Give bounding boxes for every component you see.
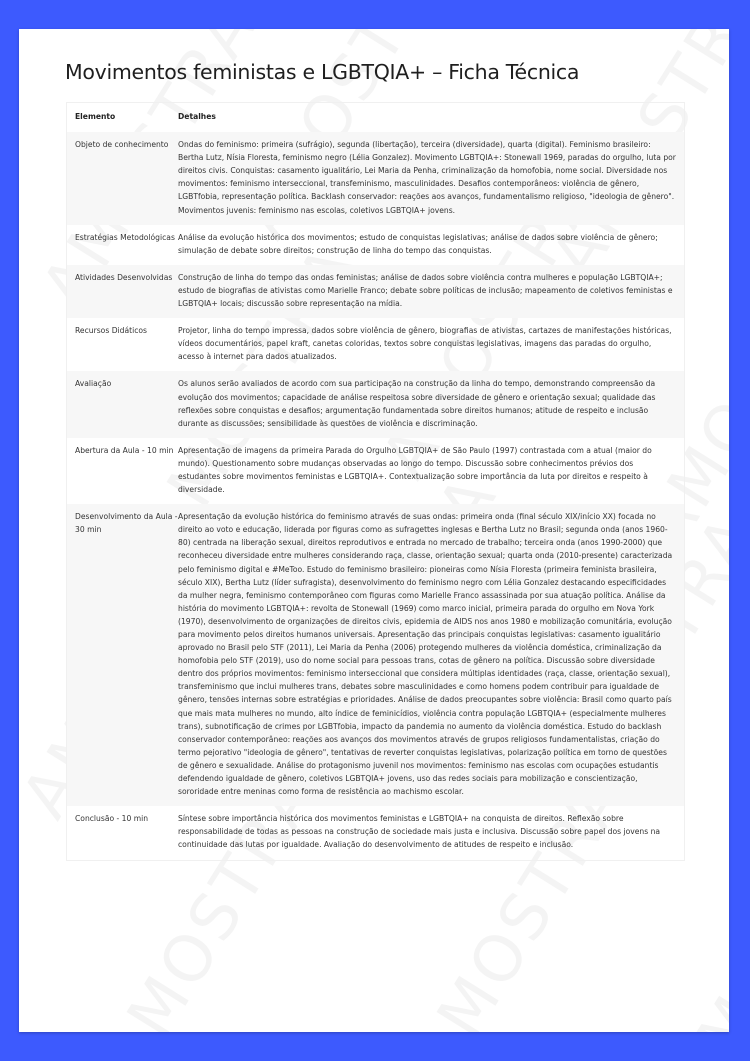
- row-details: Síntese sobre importância histórica dos movimentos feministas e LGBTQIA+ na conquista de direitos. Reflexão sobre responsabilidade de todas as pessoas na construção de sociedade mais justa e inclusiva. Discussão sobre papel dos jovens na continuidade das lutas por igualdade. Avaliação do desenvolvimento de atitudes de respeito e inclusão.: [178, 814, 661, 850]
- header-details: Detalhes: [178, 112, 216, 121]
- table-row-avaliacao: [67, 371, 684, 437]
- details-table: [66, 102, 685, 861]
- row-details: Apresentação da evolução histórica do feminismo através de suas ondas: primeira onda (final século XIX/início XX) focada no direito ao voto e educação, liderada por figuras como as sufragettes inglesas e Bertha Lutz no Brasil; segunda onda (anos 1960-80) centrada na liberação sexual, direitos reprodutivos e entrada no mercado de trabalho; terceira onda (anos 1990-2000) que reconheceu diversidade entre mulheres considerando raça, classe, orientação sexual; quarta onda (2010-presente) caracterizada pelo feminismo digital e #MeToo. Estudo do feminismo brasileiro: pioneiras como Nísia Floresta (primeira feminista brasileira, século XIX), Bertha Lutz (líder sufragista), desenvolvimento do feminismo negro com Lélia Gonzalez destacando especificidades da mulher negra, feminismo contemporâneo com figuras como Marielle Franco assassinada por sua atuação política. Análise da história do movimento LGBTQIA+: revolta de Stonewall (1969) como marco inicial, primeira parada do orgulho em Nova York (1970), desenvolvimento de organizações de direitos civis, epidemia de AIDS nos anos 1980 e mobilização comunitária, evolução para movimento pelos direitos humanos universais. Apresentação das principais conquistas legislativas: casamento igualitário aprovado no Brasil pelo STF (2011), Lei Maria da Penha (2006) protegendo mulheres da violência doméstica, criminalização da homofobia pelo STF (2019), uso do nome social para pessoas trans, cotas de gênero na política. Discussão sobre diversidade dentro dos próprios movimentos: feminismo interseccional que considera múltiplas identidades (raça, classe, orientação sexual), transfeminismo que inclui mulheres trans, debates sobre masculinidades e como homens podem contribuir para igualdade de gênero, tensões internas sobre estratégias e prioridades. Análise de dados preocupantes sobre violência: Brasil como quarto país que mais mata mulheres no mundo, alto índice de feminicídios, violência contra população LGBTQIA+ (especialmente mulheres trans), subnotificação de crimes por LGBTfobia, impacto da pandemia no aumento da violência doméstica. Estudo do backlash conservador contemporâneo: reações aos avanços dos movimentos através de grupos religiosos fundamentalistas, criação do termo pejorativo "ideologia de gênero", tentativas de reverter conquistas legislativas, polarização política em torno de questões de gênero e sexualidade. Análise do protagonismo juvenil nos movimentos: feminismo nas escolas com ocupações estudantis defendendo igualdade de gênero, coletivos LGBTQIA+ jovens, uso das redes sociais para mobilização e conscientização, sororidade entre meninas como forma de resistência ao machismo escolar.: [178, 512, 673, 797]
- table-row-abertura: [67, 438, 684, 504]
- row-details: Os alunos serão avaliados de acordo com sua participação na construção da linha do tempo, demonstrando compreensão da evolução dos movimentos; capacidade de análise respeitosa sobre diversidade de gênero e orientação sexual; qualidade das reflexões sobre conquistas e desafios; argumentação fundamentada sobre direitos humanos; atitude de respeito e inclusão durante as discussões; sensibilidade às questões de violência e discriminação.: [178, 379, 656, 428]
- table-row-estrategias: [67, 225, 684, 265]
- row-details: Construção de linha do tempo das ondas feministas; análise de dados sobre violência contra mulheres e população LGBTQIA+; estudo de biografias de ativistas como Marielle Franco; debate sobre políticas de inclusão; mapeamento de coletivos feministas e LGBTQIA+ locais; discussão sobre representação na mídia.: [178, 272, 673, 309]
- row-details: Ondas do feminismo: primeira (sufrágio), segunda (libertação), terceira (diversidade), quarta (digital). Feminismo brasileiro: Bertha Lutz, Nísia Floresta, feminismo negro (Lélia Gonzalez). Movimento LGBTQIA+: Stonewall 1969, paradas do orgulho, luta por direitos civis. Conquistas: casamento igualitário, Lei Maria da Penha, criminalização da homofobia, nome social. Diversidade nos movimentos: feminismo interseccional, transfeminismo, masculinidades. Desafios contemporâneos: violência de gênero, LGBTfobia, representação política. Backlash conservador: reações aos avanços, fundamentalismo religioso, "ideologia de gênero". Movimentos juvenis: feminismo nas escolas, coletivos LGBTQIA+ jovens.: [178, 140, 676, 215]
- row-element: Estratégias Metodológicas: [75, 232, 175, 242]
- table-row-atividades: [67, 265, 684, 318]
- table-row-desenvolvimento: [67, 504, 684, 806]
- row-details: Apresentação de imagens da primeira Parada do Orgulho LGBTQIA+ de São Paulo (1997) contrastada com a atual (maior do mundo). Questionamento sobre mudanças observadas ao longo do tempo. Discussão sobre conhecimentos prévios dos estudantes sobre movimentos feministas e LGBTQIA+. Contextualização sobre importância da luta por direitos e respeito à diversidade.: [178, 445, 652, 495]
- row-element: Recursos Didáticos: [75, 326, 147, 336]
- document-card: [19, 29, 729, 1032]
- row-element: Atividades Desenvolvidas: [75, 272, 173, 282]
- row-element: Desenvolvimento da Aula - 30 min: [75, 512, 178, 535]
- row-element: Objeto de conhecimento: [75, 140, 169, 150]
- header-element: Elemento: [75, 112, 116, 121]
- table-row-conclusao: [67, 806, 684, 859]
- row-element: Avaliação: [75, 379, 112, 389]
- row-details: Análise da evolução histórica dos movimentos; estudo de conquistas legislativas; análise de dados sobre violência de gênero; simulação de debate sobre direitos; construção de linha do tempo das conquistas.: [178, 232, 658, 255]
- row-element: Abertura da Aula - 10 min: [75, 445, 174, 455]
- table-header-row: [67, 103, 684, 132]
- row-details: Projetor, linha do tempo impressa, dados sobre violência de gênero, biografias de ativistas, cartazes de manifestações históricas, vídeos documentários, papel kraft, canetas coloridas, textos sobre conquistas legislativas, imagens das paradas do orgulho, acesso à internet para dados atualizados.: [178, 326, 672, 362]
- table-row-recursos: [67, 318, 684, 371]
- table-row-objeto: [67, 132, 684, 225]
- row-element: Conclusão - 10 min: [75, 814, 149, 824]
- page-title: Movimentos feministas e LGBTQIA+ – Ficha Técnica: [65, 60, 580, 84]
